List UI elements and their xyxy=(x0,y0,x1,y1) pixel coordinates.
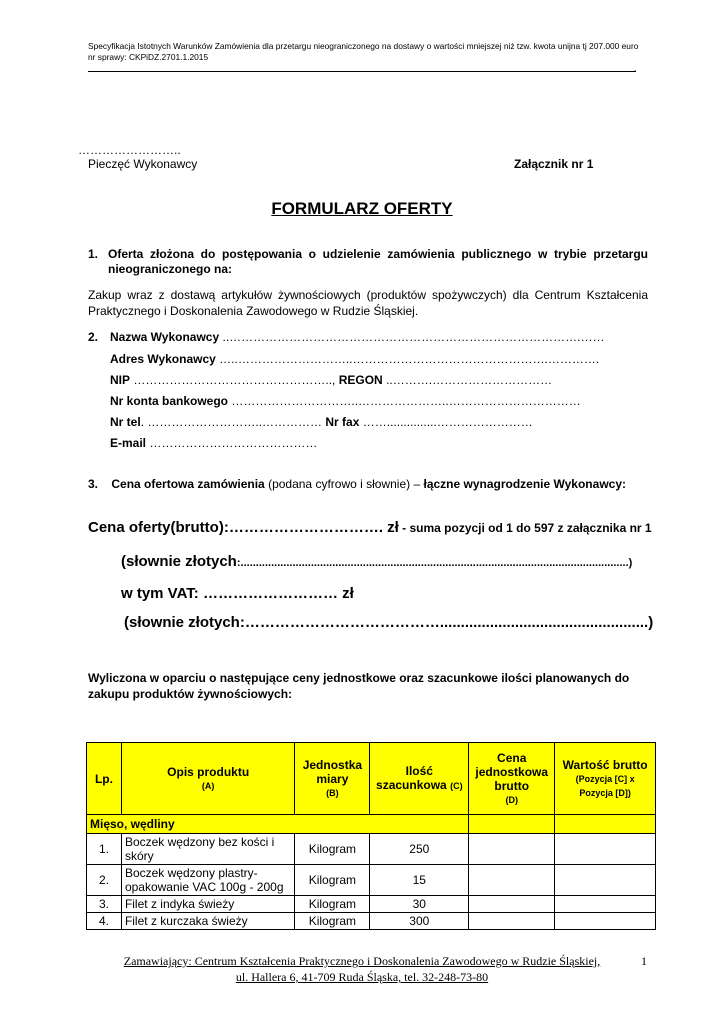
row-lp: 3. xyxy=(87,896,122,913)
row-unit-price-cell[interactable] xyxy=(469,865,555,896)
nip-label: NIP xyxy=(110,373,131,387)
row-quantity: 250 xyxy=(370,834,469,865)
bank-account-field[interactable]: …………………………..…………………..…………………………… xyxy=(231,394,581,408)
header-gross-value-sub: (Pozycja [C] x Pozycja [D]) xyxy=(575,773,635,798)
section-1-heading-text: Oferta złożona do postępowania o udzielenie zamówienia publicznego w trybie przetargu nieograniczonego na: xyxy=(108,247,648,276)
row-description: Boczek wędzony bez kości i skóry xyxy=(121,834,294,865)
category-label: Mięso, wędliny xyxy=(87,815,469,834)
fax-field[interactable]: ……...............…………………… xyxy=(362,415,533,429)
row-gross-value-cell[interactable] xyxy=(555,834,656,865)
calculation-intro: Wyliczona w oparciu o następujące ceny jednostkowe oraz szacunkowe ilości planowanych do zakupu produktów żywnościowych: xyxy=(88,671,630,701)
category-empty-cell xyxy=(555,815,656,834)
row-unit-price-cell[interactable] xyxy=(469,896,555,913)
table-header-row xyxy=(87,743,656,815)
section-3-number: 3. xyxy=(88,477,99,491)
section-3-label-bold: Cena ofertowa zamówienia xyxy=(111,477,265,491)
contractor-address-label: Adres Wykonawcy xyxy=(110,352,216,366)
row-gross-value-cell[interactable] xyxy=(555,896,656,913)
gross-price-line[interactable] xyxy=(88,519,652,536)
contractor-address-row[interactable] xyxy=(110,352,599,366)
contractor-name-row[interactable] xyxy=(110,330,605,344)
contractor-name-field[interactable]: ..…………………………………………………………………………….…… xyxy=(222,330,605,344)
gross-price-label[interactable]: Cena oferty(brutto):…………………………. zł xyxy=(88,519,399,536)
table-row xyxy=(87,913,656,930)
row-gross-value-cell[interactable] xyxy=(555,913,656,930)
tel-field[interactable]: . ………………………..…………… xyxy=(140,415,323,429)
footer-line-1: Zamawiający: Centrum Kształcenia Praktycznego i Doskonalenia Zawodowego w Rudzie Śląskiej, xyxy=(123,954,601,968)
price-in-words-line[interactable] xyxy=(121,553,632,570)
section-1-number: 1. xyxy=(88,247,99,261)
tel-fax-row[interactable] xyxy=(110,415,533,429)
email-label: E-mail xyxy=(110,436,147,450)
email-row[interactable] xyxy=(110,436,317,450)
row-unit-price-cell[interactable] xyxy=(469,834,555,865)
header-line-2: nr sprawy: CKPiDZ.2701.1.2015 xyxy=(88,52,209,62)
section-3-heading xyxy=(88,477,626,491)
footer-line-2: ul. Hallera 6, 41-709 Ruda Śląska, tel. 32-248-73-80 xyxy=(235,970,489,984)
vat-line[interactable]: w tym VAT: ……………………… zł xyxy=(121,585,354,602)
header-description: Opis produktu (A) xyxy=(121,743,294,815)
header-gross-value: Wartość brutto (Pozycja [C] x Pozycja [D]) xyxy=(555,743,656,815)
bank-account-row[interactable] xyxy=(110,394,581,408)
page-footer xyxy=(0,953,724,985)
form-title: FORMULARZ OFERTY xyxy=(271,199,453,218)
section-3-label-normal: (podana cyfrowo i słownie) – xyxy=(264,477,424,491)
regon-label: REGON xyxy=(338,373,383,387)
header-unit-sub: (B) xyxy=(326,787,339,798)
row-quantity: 300 xyxy=(370,913,469,930)
header-lp: Lp. xyxy=(87,743,122,815)
row-quantity: 15 xyxy=(370,865,469,896)
row-gross-value-cell[interactable] xyxy=(555,865,656,896)
category-row xyxy=(87,815,656,834)
price-in-words-label: (słownie złotych xyxy=(121,553,237,570)
row-description: Filet z indyka świeży xyxy=(121,896,294,913)
vat-in-words-line[interactable]: (słownie złotych:…………………………………..................................................) xyxy=(124,614,654,631)
row-description: Boczek wędzony plastry-opakowanie VAC 100g - 200g xyxy=(121,865,294,896)
row-description: Filet z kurczaka świeży xyxy=(121,913,294,930)
row-lp: 1. xyxy=(87,834,122,865)
section-2-number: 2. xyxy=(88,330,99,344)
category-empty-cell xyxy=(469,815,555,834)
row-unit: Kilogram xyxy=(295,896,370,913)
table-row xyxy=(87,834,656,865)
header-description-sub: (A) xyxy=(201,780,215,791)
price-in-words-field[interactable]: :...............................................................................................................................) xyxy=(236,557,633,569)
seal-label: Pieczęć Wykonawcy xyxy=(88,157,198,171)
header-line-1: Specyfikacja Istotnych Warunków Zamówienia dla przetargu nieograniczonego na dostawy o wartości mniejszej niż tzw. kwota unijna tj 207.000 euro xyxy=(88,41,639,51)
bank-account-label: Nr konta bankowego xyxy=(110,394,229,408)
header-trailing-dot: . xyxy=(634,64,637,73)
page-number: 1 xyxy=(641,954,647,968)
table-row xyxy=(87,865,656,896)
gross-price-note: - suma pozycji od 1 do 597 z załącznika nr 1 xyxy=(398,521,652,535)
section-1-body: Zakup wraz z dostawą artykułów żywnościowych (produktów spożywczych) dla Centrum Kształcenia Praktycznego i Doskonalenia Zawodowego w Rudzie Śląskiej. xyxy=(88,288,648,318)
header-unit-price: Cena jednostkowa brutto (D) xyxy=(469,743,555,815)
running-header xyxy=(88,41,648,63)
row-lp: 4. xyxy=(87,913,122,930)
section-1-heading xyxy=(88,247,648,277)
seal-dots: …………………….. xyxy=(78,143,181,157)
row-unit-price-cell[interactable] xyxy=(469,913,555,930)
header-quantity-sub: (C) xyxy=(450,781,463,791)
header-rule xyxy=(88,71,636,72)
row-unit: Kilogram xyxy=(295,834,370,865)
tel-label: Nr tel xyxy=(110,415,141,429)
row-unit: Kilogram xyxy=(295,913,370,930)
email-field[interactable]: …………………………………… xyxy=(149,436,318,450)
row-unit: Kilogram xyxy=(295,865,370,896)
header-quantity: Ilość szacunkowa (C) xyxy=(370,743,469,815)
section-3-label-bold-2: łączne wynagrodzenie Wykonawcy: xyxy=(423,477,626,491)
regon-field[interactable]: ..……….………………………… xyxy=(386,373,553,387)
row-quantity: 30 xyxy=(370,896,469,913)
nip-field[interactable]: ………………………………………….., xyxy=(133,373,336,387)
annex-label: Załącznik nr 1 xyxy=(514,157,594,171)
header-unit: Jednostka miary (B) xyxy=(295,743,370,815)
product-table xyxy=(86,742,656,930)
contractor-address-field[interactable]: …..………………………..………………………………………….…………. xyxy=(219,352,600,366)
table-row xyxy=(87,896,656,913)
fax-label: Nr fax xyxy=(325,415,360,429)
header-unit-price-sub: (D) xyxy=(505,794,518,805)
nip-regon-row[interactable] xyxy=(110,373,552,387)
contractor-name-label: Nazwa Wykonawcy xyxy=(110,330,220,344)
row-lp: 2. xyxy=(87,865,122,896)
